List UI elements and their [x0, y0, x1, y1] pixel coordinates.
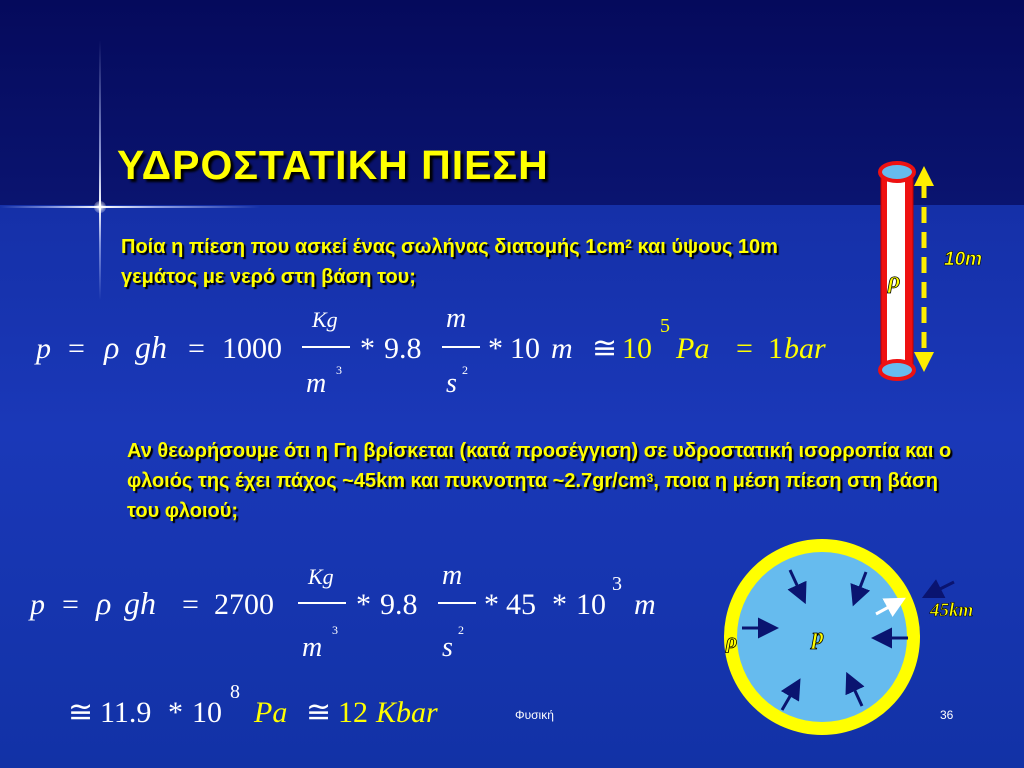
formula-1-times-2: * — [488, 332, 503, 365]
formula-3-mantissa: 11.9 — [100, 696, 152, 729]
formula-1-result-base: 10 — [622, 332, 652, 365]
formula-2-depth: 45 — [506, 588, 536, 621]
formula-1-p: p — [36, 332, 51, 365]
crust-outer-arrow — [930, 582, 954, 594]
formula-1-unit2-denominator: s — [446, 368, 457, 399]
formula-2-unit2-numerator: m — [442, 560, 463, 591]
formula-1-density: 1000 — [222, 332, 282, 365]
formula-2-equals-2: = — [182, 588, 199, 621]
slide-title: ΥΔΡΟΣΤΑΤΙΚΗ ΠΙΕΣΗ — [117, 142, 549, 188]
formula-1-unit2-numerator: m — [446, 303, 467, 334]
formula-1-g: 9.8 — [384, 332, 422, 365]
formula-1-approx: ≅ — [592, 332, 618, 365]
formula-1-times-1: * — [360, 332, 375, 365]
formula-3-times: * — [168, 696, 183, 729]
formula-2-times-2: * — [484, 588, 499, 621]
question-2-text-after: , ποια η μέση πίεση στη βάση του φλοιού; — [127, 470, 938, 522]
formula-1-unit1-numerator: Kg — [312, 307, 338, 332]
formula-1-unit2-exponent: 2 — [462, 363, 468, 377]
question-1-text: Ποία η πίεση που ασκεί ένας σωλήνας διατομής 1cm — [121, 236, 626, 258]
formula-2-unit2-exponent: 2 — [458, 623, 464, 637]
formula-3-approx-2: ≅ — [306, 696, 332, 729]
core-pressure-label: p — [812, 624, 824, 650]
formula-3-approx-1: ≅ — [68, 696, 94, 729]
slide-number: 36 — [940, 708, 954, 722]
formula-1-result-unit: Pa — [676, 332, 710, 365]
formula-1-gh: gh — [135, 329, 167, 365]
formula-1-equals-3: = — [736, 332, 753, 365]
formula-1-result2-unit: bar — [784, 332, 826, 365]
crust-rho-label: ρ — [726, 628, 738, 653]
formula-2-g: 9.8 — [380, 588, 418, 621]
formula-2-unit1-exponent: 3 — [332, 623, 338, 637]
formula-1-equals-2: = — [188, 332, 205, 365]
formula-2-unit2-denominator: s — [442, 632, 453, 663]
tube-rho-label: ρ — [888, 268, 901, 294]
formula-3-power-exponent: 8 — [230, 681, 240, 703]
formula-1-result-exponent: 5 — [660, 315, 670, 337]
formula-2-density: 2700 — [214, 588, 274, 621]
formula-2-equals: = — [62, 588, 79, 621]
formula-1-result2: 1 — [768, 332, 783, 365]
question-1-superscript: 2 — [625, 237, 632, 251]
formula-1-unit1-exponent: 3 — [336, 363, 342, 377]
formula-3-power-base: 10 — [192, 696, 222, 729]
formula-2-power-exponent: 3 — [612, 573, 622, 595]
formula-2-depth-unit: m — [634, 588, 656, 621]
question-2-text: Αν θεωρήσουμε ότι η Γη βρίσκεται (κατά προσέγγιση) σε υδροστατική ισορροπία και ο φλοιός της έχει πάχος ~45km και πυκνοτητα ~2.7gr/cm — [127, 440, 952, 492]
formula-1-rho: ρ — [104, 329, 120, 365]
formula-2-power-base: 10 — [576, 588, 606, 621]
footer-subject: Φυσική — [515, 708, 554, 722]
formula-1-equals: = — [68, 332, 85, 365]
formula-2-rho: ρ — [96, 585, 112, 621]
formula-2-unit1-numerator: Kg — [308, 564, 334, 589]
formula-2-times-3: * — [552, 588, 567, 621]
formula-2-gh: gh — [124, 585, 156, 621]
formula-1-height: 10 — [510, 332, 540, 365]
formula-1-height-unit: m — [551, 332, 573, 365]
crust-thickness-label: 45km — [930, 600, 974, 621]
tube-height-label: 10m — [944, 249, 983, 270]
formula-3-unit: Pa — [254, 696, 288, 729]
formula-3-unit2: Kbar — [376, 696, 438, 729]
formula-2-p: p — [30, 588, 45, 621]
formula-1-unit1-denominator: m — [306, 368, 327, 399]
formula-2-times-1: * — [356, 588, 371, 621]
formula-3-value: 12 — [338, 696, 368, 729]
question-2-superscript: 3 — [646, 471, 654, 485]
formula-2-unit1-denominator: m — [302, 632, 323, 663]
question-1-text-after: και ύψους 10m γεμάτος με νερό στη βάση του; — [121, 236, 778, 288]
